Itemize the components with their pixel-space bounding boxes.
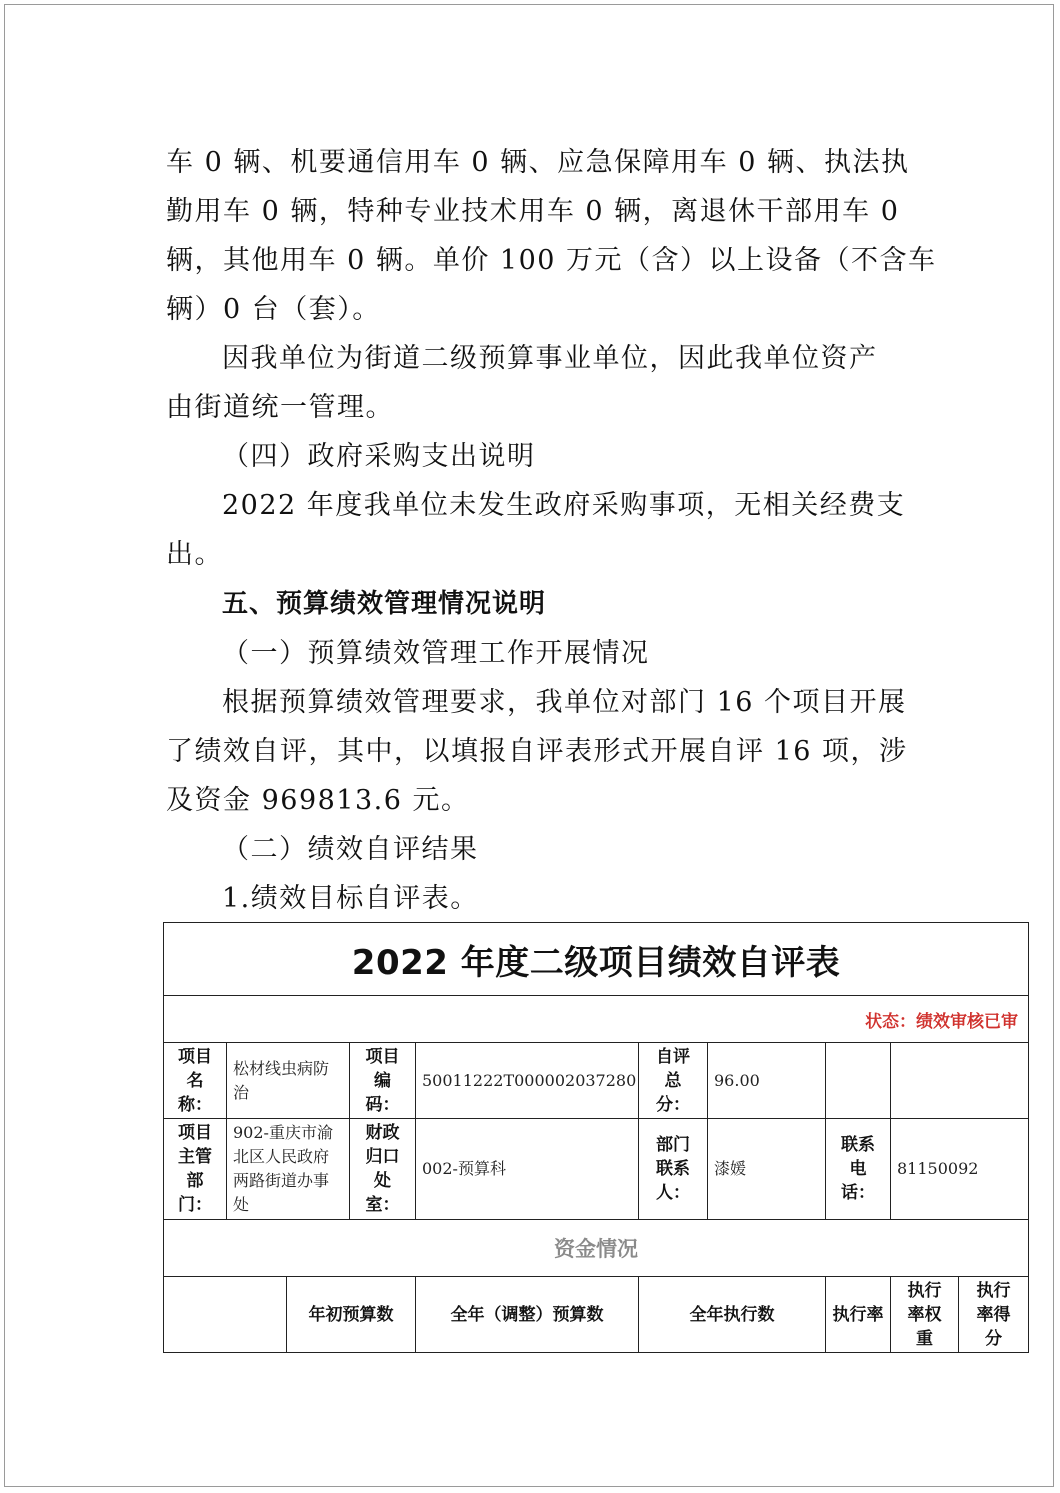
- text-line: 及资金 969813.6 元。: [166, 785, 470, 816]
- heading-procurement: （四）政府采购支出说明: [222, 441, 536, 472]
- empty-cell: [826, 1043, 891, 1119]
- self-evaluation-table: [163, 922, 1029, 1353]
- project-name-value: 松材线虫病防治: [227, 1043, 350, 1119]
- col-executed: 全年执行数: [639, 1277, 826, 1353]
- item-goal-table: 1.绩效目标自评表。: [222, 883, 479, 914]
- paragraph-procurement: [166, 481, 906, 579]
- project-code-value: 50011222T000002037280: [416, 1043, 639, 1119]
- text-line: 根据预算绩效管理要求，我单位对部门 16 个项目开展: [222, 687, 907, 718]
- dept-label: 项目 主管 部 门：: [164, 1119, 227, 1220]
- col-adjusted-budget: 全年（调整）预算数: [416, 1277, 639, 1353]
- paragraph-self-eval: [166, 678, 908, 825]
- empty-cell: [164, 1277, 287, 1353]
- project-code-label: 项目 编 码：: [350, 1043, 416, 1119]
- text-line: 出。: [166, 539, 223, 570]
- dept-value: 902-重庆市渝北区人民政府两路街道办事处: [227, 1119, 350, 1220]
- finance-office-value: 002-预算科: [416, 1119, 639, 1220]
- heading-eval-results: （二）绩效自评结果: [222, 834, 479, 865]
- score-label: 自评 总 分：: [639, 1043, 708, 1119]
- finance-office-label: 财政 归口 处 室：: [350, 1119, 416, 1220]
- col-execution-rate: 执行率: [826, 1277, 891, 1353]
- heading-budget-work: （一）预算绩效管理工作开展情况: [222, 638, 650, 669]
- text-line: 辆）0 台（套）。: [166, 294, 381, 325]
- text-line: 辆，其他用车 0 辆。单价 100 万元（含）以上设备（不含车: [166, 245, 937, 276]
- paragraph-assets: [166, 334, 896, 432]
- table-title: 2022 年度二级项目绩效自评表: [164, 923, 1029, 996]
- col-rate-weight: 执行 率权 重: [891, 1277, 959, 1353]
- text-line: 车 0 辆、机要通信用车 0 辆、应急保障用车 0 辆、执法执: [166, 147, 910, 178]
- contact-value: 漆媛: [708, 1119, 826, 1220]
- phone-label: 联系 电 话：: [826, 1119, 891, 1220]
- text-line: 勤用车 0 辆，特种专业技术用车 0 辆，离退休干部用车 0: [166, 196, 900, 227]
- text-line: 由街道统一管理。: [166, 392, 394, 423]
- phone-value: 81150092: [891, 1119, 1029, 1220]
- funds-section-header: 资金情况: [164, 1220, 1029, 1277]
- project-name-label: 项目 名 称：: [164, 1043, 227, 1119]
- score-value: 96.00: [708, 1043, 826, 1119]
- empty-cell: [891, 1043, 1029, 1119]
- text-line: 了绩效自评，其中，以填报自评表形式开展自评 16 项，涉: [166, 736, 908, 767]
- col-rate-score: 执行 率得 分: [959, 1277, 1029, 1353]
- heading-section-5: 五、预算绩效管理情况说明: [222, 589, 547, 619]
- text-line: 2022 年度我单位未发生政府采购事项，无相关经费支: [222, 490, 906, 521]
- col-initial-budget: 年初预算数: [287, 1277, 416, 1353]
- contact-label: 部门 联系 人：: [639, 1119, 708, 1220]
- status-badge: 状态：绩效审核已审: [164, 996, 1029, 1043]
- text-line: 因我单位为街道二级预算事业单位，因此我单位资产: [222, 343, 878, 374]
- paragraph-vehicles: [166, 138, 937, 334]
